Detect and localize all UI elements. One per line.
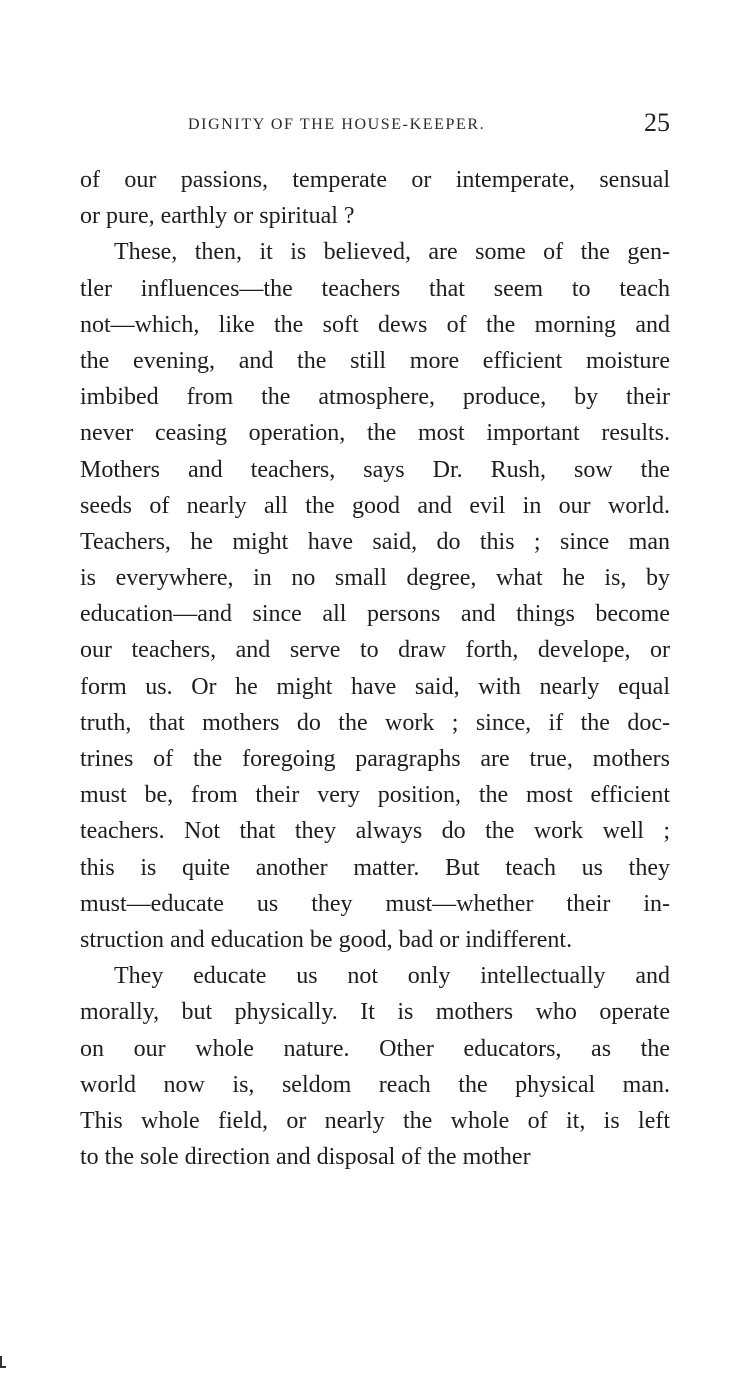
text-line: or pure, earthly or spiritual ? (80, 203, 355, 230)
text-line: to the sole direction and disposal of the mother (80, 1144, 531, 1171)
text-line: trines of the foregoing paragraphs are true, mothers (80, 746, 670, 772)
text-line: Teachers, he might have said, do this ; since man (80, 528, 670, 555)
paragraph (80, 234, 670, 958)
text-line: world now is, seldom reach the physical man. (80, 1071, 670, 1098)
body-text (80, 162, 670, 1175)
text-line: on our whole nature. Other educators, as the (80, 1035, 670, 1062)
text-line: the evening, and the still more efficient moisture (80, 347, 670, 374)
text-line: education—and since all persons and things become (80, 601, 670, 628)
text-line: not—which, like the soft dews of the morning and (80, 311, 670, 338)
running-head (80, 108, 670, 142)
text-line: our teachers, and serve to draw forth, develope, or (80, 637, 670, 664)
paragraph (80, 162, 670, 234)
text-line: Mothers and teachers, says Dr. Rush, sow the (80, 456, 670, 483)
text-line: They educate us not only intellectually and (114, 963, 670, 990)
text-line: of our passions, temperate or intemperate, sensual (80, 167, 670, 193)
text-line: These, then, it is believed, are some of the gen- (114, 239, 670, 266)
text-line: is everywhere, in no small degree, what he is, by (80, 565, 670, 592)
text-line: struction and education be good, bad or indifferent. (80, 926, 573, 953)
text-line: morally, but physically. It is mothers who operate (80, 999, 670, 1026)
text-line: This whole field, or nearly the whole of it, is left (80, 1107, 670, 1134)
text-line: form us. Or he might have said, with nearly equal (80, 673, 670, 700)
running-title: DIGNITY OF THE HOUSE-KEEPER. (188, 116, 486, 133)
text-line: imbibed from the atmosphere, produce, by their (80, 384, 670, 411)
paragraph (80, 958, 670, 1175)
text-line: this is quite another matter. But teach us they (80, 854, 670, 881)
page-number: 25 (644, 108, 670, 137)
text-line: teachers. Not that they always do the work well ; (80, 818, 670, 845)
text-line: seeds of nearly all the good and evil in our world. (80, 492, 670, 519)
text-line: truth, that mothers do the work ; since, if the doc- (80, 709, 670, 736)
scan-corner-mark (0, 1356, 6, 1368)
text-line: never ceasing operation, the most important results. (80, 420, 670, 447)
text-line: must—educate us they must—whether their in- (80, 890, 670, 917)
text-line: tler influences—the teachers that seem to teach (80, 275, 670, 302)
text-line: must be, from their very position, the most efficient (80, 782, 670, 809)
